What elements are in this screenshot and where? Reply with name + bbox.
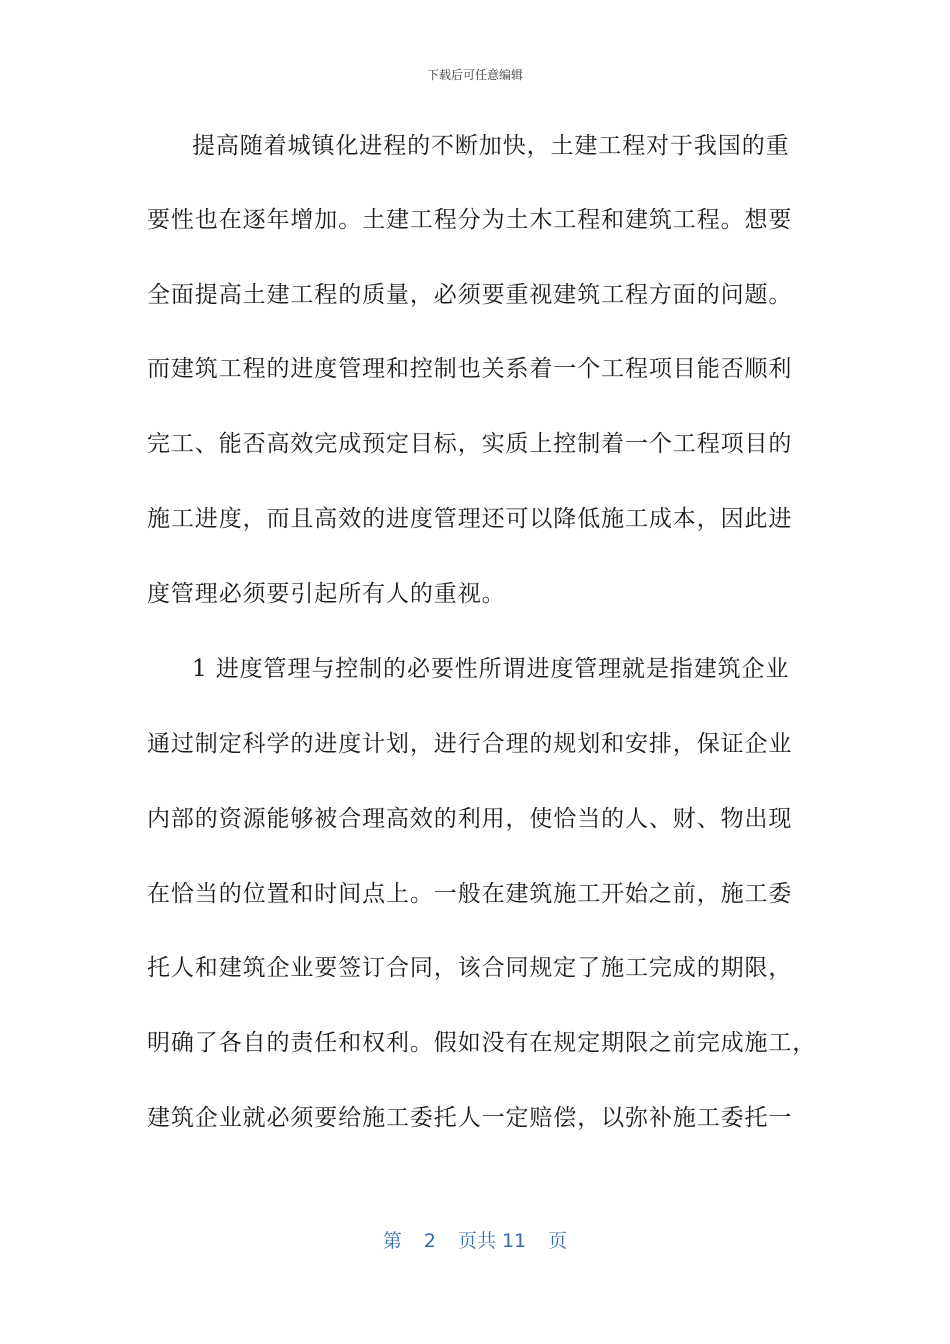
footer-prefix: 第	[382, 1230, 402, 1252]
paragraph-2-line-6: 明确了各自的责任和权利。假如没有在规定期限之前完成施工，	[147, 1030, 817, 1056]
paragraph-2-line-3: 内部的资源能够被合理高效的利用，使恰当的人、财、物出现	[147, 806, 793, 832]
footer-suffix: 页	[548, 1230, 568, 1252]
footer-current-page: 2	[423, 1230, 436, 1252]
paragraph-1-line-7: 度管理必须要引起所有人的重视。	[147, 581, 506, 607]
page-header: 下载后可任意编辑	[426, 68, 523, 82]
paragraph-1-line-4: 而建筑工程的进度管理和控制也关系着一个工程项目能否顺利	[147, 356, 793, 382]
paragraph-2-line-5: 托人和建筑企业要签订合同，该合同规定了施工完成的期限，	[147, 955, 793, 981]
paragraph-2-line-1: 1 进度管理与控制的必要性所谓进度管理就是指建筑企业	[192, 656, 790, 682]
paragraph-2-line-4: 在恰当的位置和时间点上。一般在建筑施工开始之前，施工委	[147, 881, 793, 907]
footer-middle: 页共	[457, 1230, 496, 1252]
paragraph-2-line-7: 建筑企业就必须要给施工委托人一定赔偿，以弥补施工委托一	[147, 1105, 793, 1131]
paragraph-2-line-2: 通过制定科学的进度计划，进行合理的规划和安排，保证企业	[147, 731, 793, 757]
paragraph-1-line-2: 要性也在逐年增加。土建工程分为土木工程和建筑工程。想要	[147, 207, 793, 233]
paragraph-1-line-1: 提高随着城镇化进程的不断加快，土建工程对于我国的重	[192, 133, 790, 159]
paragraph-1-line-6: 施工进度，而且高效的进度管理还可以降低施工成本，因此进	[147, 506, 793, 532]
footer-total-pages: 11	[501, 1230, 527, 1252]
page-footer	[0, 1226, 950, 1253]
paragraph-1-line-3: 全面提高土建工程的质量，必须要重视建筑工程方面的问题。	[147, 282, 793, 308]
paragraph-1-line-5: 完工、能否高效完成预定目标，实质上控制着一个工程项目的	[147, 431, 793, 457]
